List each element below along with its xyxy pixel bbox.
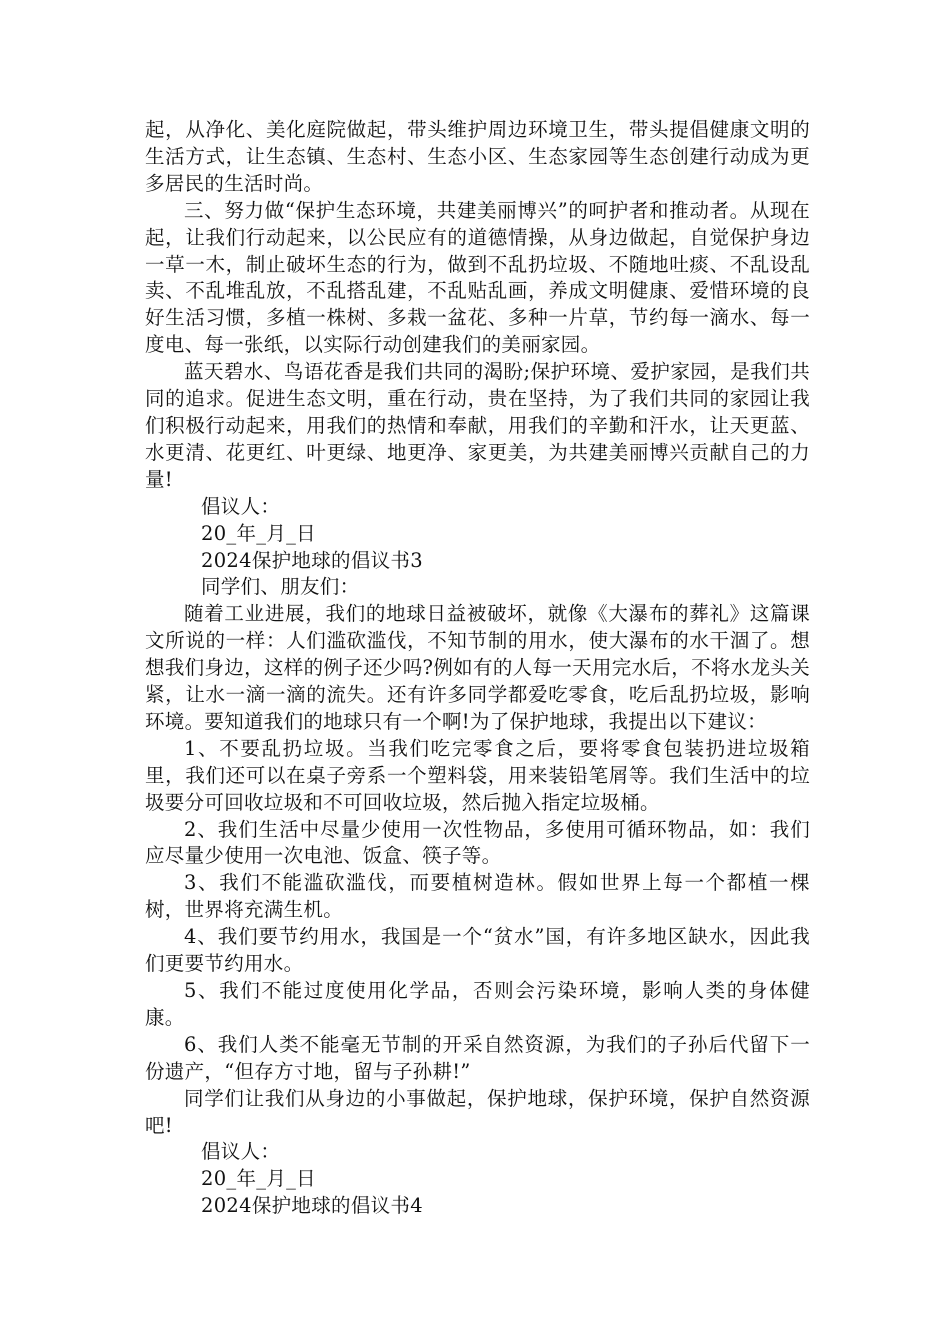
section-title-4: 2024保护地球的倡议书4 [201,1194,423,1218]
suggestion-4: 4、我们要节约用水，我国是一个“贫水”国，有许多地区缺水，因此我们更要节约用水。 [145,925,810,976]
paragraph-three: 三、努力做“保护生态环境，共建美丽博兴”的呵护者和推动者。从现在起，让我们行动起来，以公民应有的道德情操，从身边做起，自觉保护身边一草一木，制止破坏生态的行为，做到不乱扔垃圾、不随地吐痰、不乱设乱卖、不乱堆乱放，不乱搭乱建，不乱贴乱画，养成文明健康、爱惜环境的良好生活习惯，多植一株树、多栽一盆花、多种一片草，节约每一滴水、每一度电、每一张纸，以实际行动创建我们的美丽家园。 [145,198,810,357]
suggestion-3: 3、我们不能滥砍滥伐，而要植树造林。假如世界上每一个都植一棵树，世界将充满生机。 [145,871,810,922]
suggestion-5: 5、我们不能过度使用化学品，否则会污染环境，影响人类的身体健康。 [145,979,810,1029]
date-line: 20_年_月_日 [201,521,316,545]
date-line-2: 20_年_月_日 [201,1167,316,1191]
paragraph-intro: 随着工业进展，我们的地球日益被破坏，就像《大瀑布的葬礼》这篇课文所说的一样：人们滥砍滥伐，不知节制的用水，使大瀑布的水干涸了。想想我们身边，这样的例子还少吗?例如有的人每一天用完水后，不将水龙头关紧，让水一滴一滴的流失。还有许多同学都爱吃零食，吃后乱扔垃圾，影响环境。要知道我们的地球只有一个啊!为了保护地球，我提出以下建议： [145,602,810,733]
suggestion-2: 2、我们生活中尽量少使用一次性物品，多使用可循环物品，如：我们应尽量少使用一次电池、饭盒、筷子等。 [145,817,810,868]
initiator-label-2: 倡议人： [201,1140,281,1164]
paragraph-call-to-action: 同学们让我们从身边的小事做起，保护地球，保护环境，保护自然资源吧! [145,1086,810,1137]
suggestion-1: 1、不要乱扔垃圾。当我们吃完零食之后，要将零食包装扔进垃圾箱里，我们还可以在桌子旁系一个塑料袋，用来装铅笔屑等。我们生活中的垃圾要分可回收垃圾和不可回收垃圾，然后抛入指定垃圾桶。 [145,736,810,814]
salutation: 同学们、朋友们： [201,575,360,599]
paragraph-closing: 蓝天碧水、鸟语花香是我们共同的渴盼;保护环境、爱护家园，是我们共同的追求。促进生态文明，重在行动，贵在坚持，为了我们共同的家园让我们积极行动起来，用我们的热情和奉献，用我们的辛勤和汗水，让天更蓝、水更清、花更红、叶更绿、地更净、家更美，为共建美丽博兴贡献自己的力量! [145,360,810,491]
document-page [145,117,810,1220]
section-title-3: 2024保护地球的倡议书3 [201,548,423,572]
initiator-label: 倡议人： [201,494,281,518]
paragraph-continued: 起，从净化、美化庭院做起，带头维护周边环境卫生，带头提倡健康文明的生活方式，让生态镇、生态村、生态小区、生态家园等生态创建行动成为更多居民的生活时尚。 [145,118,810,195]
suggestion-6: 6、我们人类不能毫无节制的开采自然资源，为我们的子孙后代留下一份遗产，“但存方寸地，留与子孙耕!” [145,1032,810,1083]
